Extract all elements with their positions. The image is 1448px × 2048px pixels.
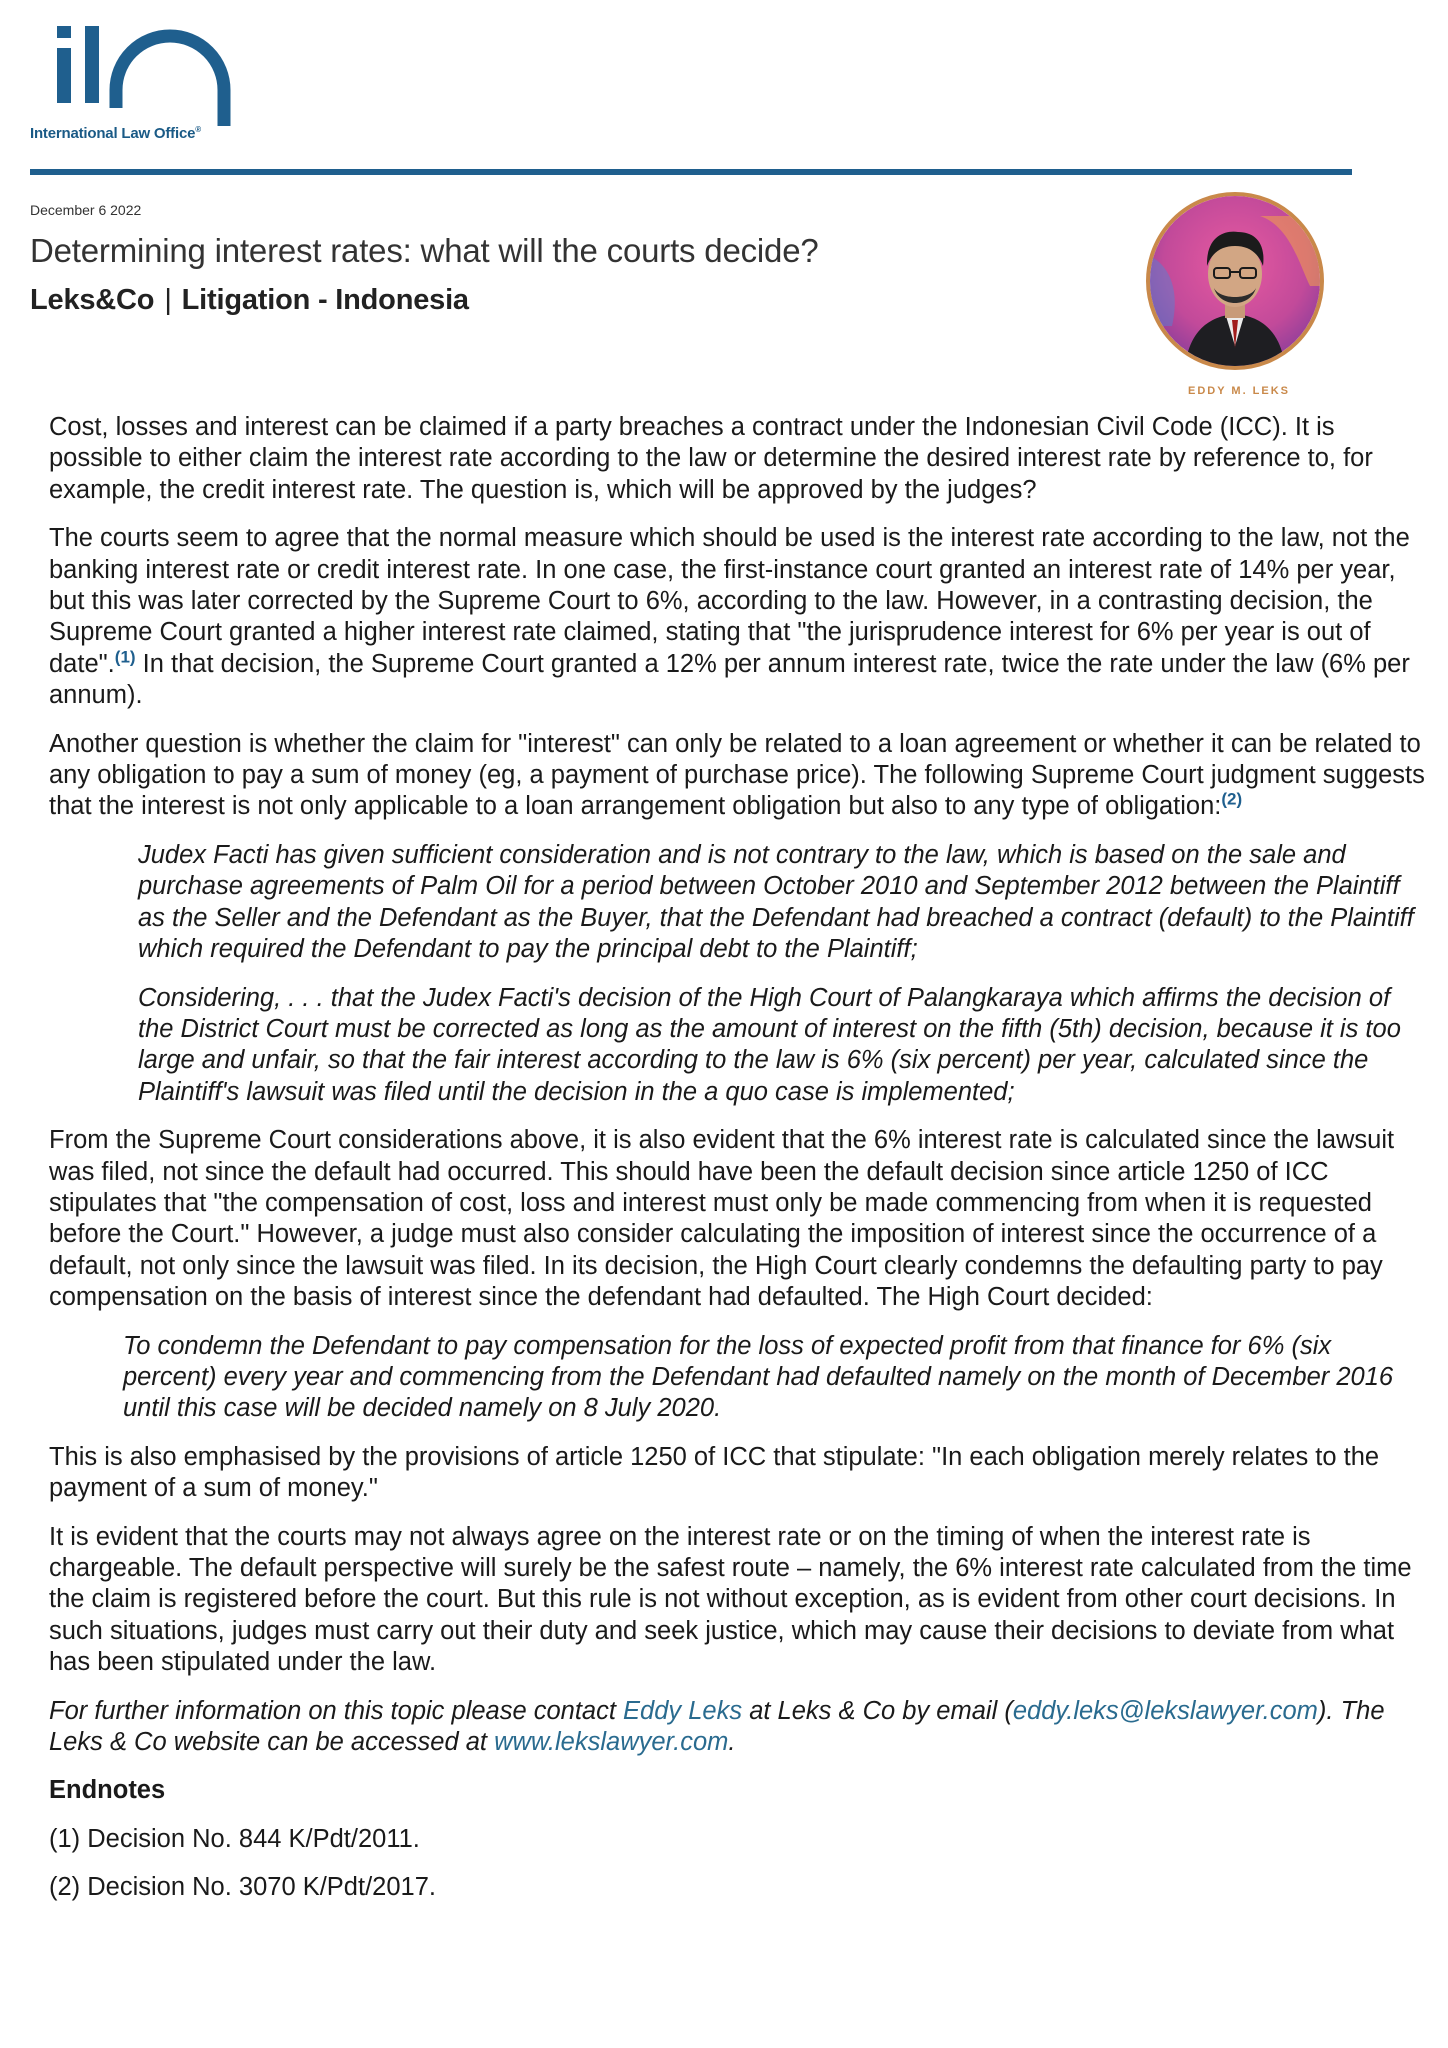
ilo-logo[interactable] xyxy=(28,26,268,160)
contact-info: For further information on this topic please contact Eddy Leks at Leks & Co by email (eddy.leks@lekslawyer.com). The Leks & Co website can be accessed at www.lekslawyer.com. xyxy=(49,1696,1385,1757)
quote-paragraph: Considering, . . . that the Judex Facti's decision of the High Court of Palangkaraya which affirms the decision of the District Court must be corrected as long as the amount of interest on the fifth (5th) decision, because it is too large and unfair, so that the fair interest according to the law is 6% (six percent) per year, calculated since the Plaintiff's lawsuit was filed until the decision in the a quo case is implemented; xyxy=(138,983,1401,1106)
paragraph-interest-question: Another question is whether the claim for "interest" can only be related to a loan agreement or whether it can be related to any obligation to pay a sum of money (eg, a payment of purchase price). The following Supreme Court judgment suggests that the interest is not only applicable to a loan arrangement obligation but also to any type of obligation:$^{(2)}$ xyxy=(49,729,1425,821)
firm-name[interactable]: Leks&Co xyxy=(30,284,155,316)
website-link[interactable]: www.lekslawyer.com xyxy=(494,1728,729,1757)
endnote-item: (1) Decision No. 844 K/Pdt/2011. xyxy=(49,1824,420,1853)
paragraph-courts-agree: The courts seem to agree that the normal measure which should be used is the interest rate according to the law, not the banking interest rate or credit interest rate. In one case, the first-instance court granted an interest rate of 14% per year, but this was later corrected by the Supreme Court to 6%, according to the law. However, in a contrasting decision, the Supreme Court granted a higher interest rate claimed, stating that "the jurisprudence interest for 6% per year is out of date".$^{(1)}$ In that decision, the Supreme Court granted a 12% per annum interest rate, twice the rate under the law (6% per annum). xyxy=(49,524,1410,710)
author-portrait-image xyxy=(1150,196,1320,366)
endnote-ref-2[interactable]: (2) xyxy=(1221,789,1243,809)
logo-wordmark: International Law Office® xyxy=(30,125,201,142)
byline xyxy=(30,284,469,317)
article-body xyxy=(49,412,1425,1921)
header-rule xyxy=(30,169,1352,175)
endnotes-heading: Endnotes xyxy=(49,1776,166,1805)
quote-paragraph: Judex Facti has given sufficient consideration and is not contrary to the law, which is based on the sale and purchase agreements of Palm Oil for a period between October 2010 and September 2012 between the Plaintiff as the Seller and the Defendant as the Buyer, that the Defendant had breached a contract (default) to the Plaintiff which required the Defendant to pay the principal debt to the Plaintiff; xyxy=(138,840,1414,964)
author-photo xyxy=(1146,192,1324,370)
endnote-item: (2) Decision No. 3070 K/Pdt/2017. xyxy=(49,1873,436,1902)
ilo-logo-mark xyxy=(28,26,268,126)
paragraph-conclusion: It is evident that the courts may not always agree on the interest rate or on the timing of when the interest rate is chargeable. The default perspective will surely be the safest route – namely, the 6% interest rate calculated from the time the claim is registered before the court. But this rule is not without exception, as is evident from other court decisions. In such situations, judges must carry out their duty and seek justice, which may cause their decisions to deviate from what has been stipulated under the law. xyxy=(49,1522,1412,1677)
supreme-court-quote xyxy=(49,840,1425,1108)
paragraph-considerations: From the Supreme Court considerations above, it is also evident that the 6% interest rate is calculated since the lawsuit was filed, not since the default had occurred. This should have been the default decision since article 1250 of ICC stipulates that "the compensation of cost, loss and interest must only be made commencing from when it is requested before the Court." However, a judge must also consider calculating the imposition of interest since the occurrence of a default, not only since the lawsuit was filed. In its decision, the High Court clearly condemns the defaulting party to pay compensation on the basis of interest since the defendant had defaulted. The High Court decided: xyxy=(49,1126,1395,1312)
high-court-quote xyxy=(49,1331,1425,1425)
publish-date: December 6 2022 xyxy=(30,202,142,218)
paragraph-emphasis: This is also emphasised by the provisions of article 1250 of ICC that stipulate: "In each obligation merely relates to the payment of a sum of money." xyxy=(49,1442,1380,1503)
paragraph-intro: Cost, losses and interest can be claimed if a party breaches a contract under the Indonesian Civil Code (ICC). It is possible to either claim the interest rate according to the law or determine the desired interest rate by reference to, for example, the credit interest rate. The question is, which will be approved by the judges? xyxy=(49,413,1373,504)
author-link[interactable]: Eddy Leks xyxy=(623,1696,743,1725)
author-caption: EDDY M. LEKS xyxy=(1187,385,1291,397)
byline-separator: | xyxy=(164,284,172,316)
article-title: Determining interest rates: what will the courts decide? xyxy=(30,232,819,269)
quote-paragraph: To condemn the Defendant to pay compensation for the loss of expected profit from that finance for 6% (six percent) every year and commencing from the Defendant had defaulted namely on the month of December 2016 until this case will be decided namely on 8 July 2020. xyxy=(123,1331,1394,1423)
endnote-ref-1[interactable]: (1) xyxy=(114,647,136,667)
email-link[interactable]: eddy.leks@lekslawyer.com xyxy=(1012,1696,1318,1725)
practice-area[interactable]: Litigation - Indonesia xyxy=(181,284,469,316)
